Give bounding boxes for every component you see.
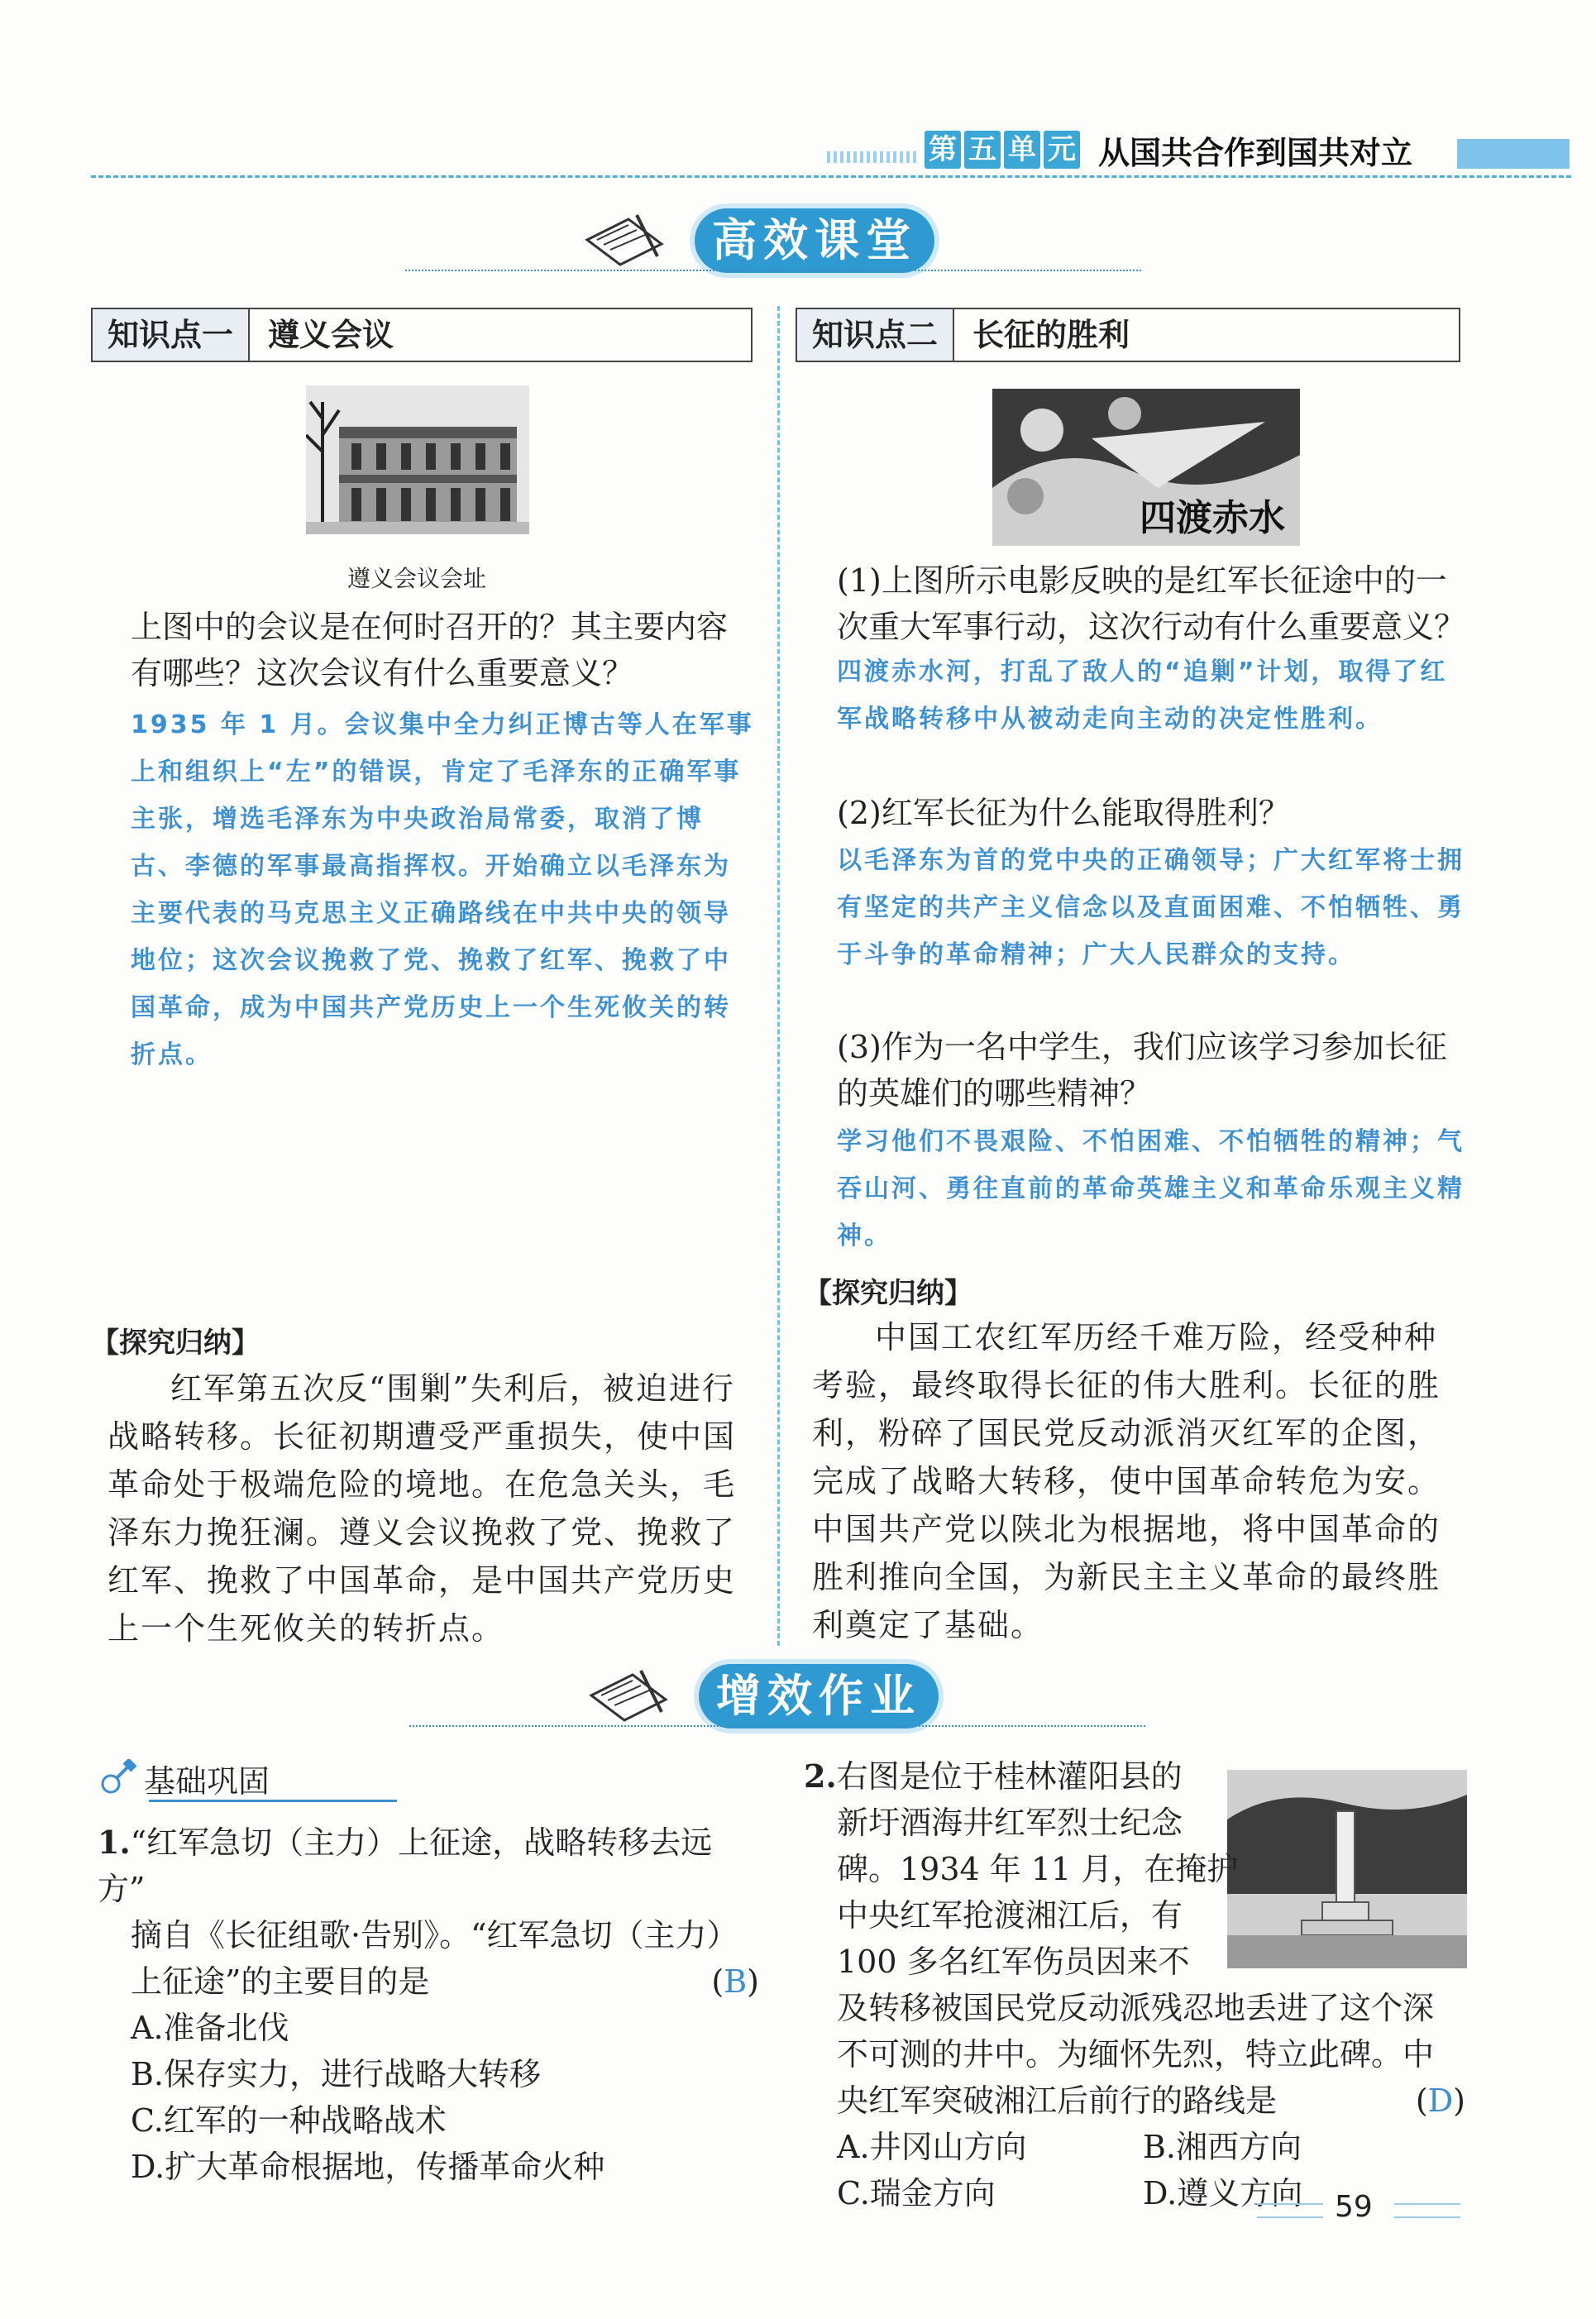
page-number-lines-right <box>1394 2203 1460 2218</box>
q1-number: 1. <box>98 1824 131 1861</box>
kp1-summary: 红军第五次反“围剿”失利后，被迫进行战略转移。长征初期遭受严重损失，使中国革命处于极端危险的境地。在危急关头，毛泽东力挽狂澜。遵义会议挽救了党、挽救了红军、挽救了中国革命，是中国共产党历史上一个生死攸关的转折点。 <box>108 1370 737 1647</box>
zunyi-meeting-photo <box>306 385 529 534</box>
unit-char: 五 <box>964 131 1001 169</box>
kp2-summary-heading: 【探究归纳】 <box>804 1277 972 1310</box>
q2-line: 100 多名红军伤员因来不 <box>837 1944 1190 1980</box>
basic-consolidation-label <box>99 1755 270 1801</box>
banner-arrow-line <box>409 1725 1145 1727</box>
q2-line: 新圩酒海井红军烈士纪念 <box>837 1805 1183 1841</box>
notebook-icon <box>579 207 670 273</box>
q1-option: C.红军的一种战略战术 <box>131 2102 447 2139</box>
q1-line <box>98 1958 759 2005</box>
kp2-answer-1: 四渡赤水河，打乱了敌人的“追剿”计划，取得了红军战略转移中从被动走向主动的决定性胜利。 <box>837 657 1448 734</box>
q1-answer-bracket: (B) <box>711 1963 759 2000</box>
kp-title: 长征的胜利 <box>972 317 1130 353</box>
q2-line: 及转移被国民党反动派残忍地丢进了这个深 <box>837 1990 1435 2026</box>
knowledge-point-2-header <box>796 308 1460 362</box>
q1-stem-line: 上征途”的主要目的是 <box>131 1963 430 2000</box>
section-title-homework: 增效作业 <box>699 1664 939 1728</box>
kp1-summary-heading: 【探究归纳】 <box>91 1327 260 1360</box>
notebook-icon <box>583 1662 674 1728</box>
q2-option: D.遵义方向 <box>1143 2175 1303 2211</box>
q1-line: 摘自《长征组歌·告别》。“红军急切（主力） <box>131 1917 738 1953</box>
kp2-question-1: (1)上图所示电影反映的是红军长征途中的一次重大军事行动，这次行动有什么重要意义？ <box>837 562 1466 645</box>
four-crossings-film-still <box>992 389 1300 546</box>
film-title-text: 四渡赤水 <box>1140 497 1285 539</box>
kp-label: 知识点一 <box>93 309 250 361</box>
q2-answer: D <box>1427 2082 1454 2119</box>
hammer-icon <box>99 1759 137 1797</box>
page-number-lines-left <box>1257 2203 1323 2218</box>
header-bar <box>1457 139 1570 169</box>
header-rule <box>91 175 1571 178</box>
knowledge-point-1-header <box>91 308 753 362</box>
kp-title: 遵义会议 <box>268 317 394 353</box>
q2-line: 不可测的井中。为缅怀先烈，特立此碑。中 <box>837 2036 1435 2073</box>
kp2-summary: 中国工农红军历经千难万险，经受种种考验，最终取得长征的伟大胜利。长征的胜利，粉碎了国民党反动派消灭红军的企图，完成了战略大转移，使中国革命转危为安。中国共产党以陕北为根据地，将中国革命的胜利推向全国，为新民主主义革命的最终胜利奠定了基础。 <box>812 1319 1441 1643</box>
section-title-efficient-class: 高效课堂 <box>695 208 934 273</box>
q2-line <box>804 2078 1465 2124</box>
q1-answer: B <box>724 1963 748 2000</box>
q2-line: 中央红军抢渡湘江后，有 <box>837 1897 1183 1934</box>
photo-caption: 遵义会议会址 <box>347 565 487 592</box>
question-2 <box>804 1753 1465 2216</box>
q2-stem-line: 央红军突破湘江后前行的路线是 <box>837 2082 1278 2119</box>
q2-stem-line: 右图是位于桂林灌阳县的 <box>836 1758 1183 1795</box>
q2-option: B.湘西方向 <box>1143 2129 1302 2165</box>
basic-label-underline <box>149 1800 397 1802</box>
unit-char: 元 <box>1044 131 1080 169</box>
kp2-question-2: (2)红军长征为什么能取得胜利？ <box>837 795 1290 831</box>
kp2-question-3: (3)作为一名中学生，我们应该学习参加长征的英雄们的哪些精神？ <box>837 1029 1447 1112</box>
q2-option: A.井冈山方向 <box>837 2129 1027 2165</box>
q1-stem-line: “红军急切（主力）上征途，战略转移去远方” <box>98 1824 713 1907</box>
page-number: 59 <box>1335 2190 1373 2224</box>
kp1-question: 上图中的会议是在何时召开的？其主要内容有哪些？这次会议有什么重要意义？ <box>131 609 729 691</box>
q2-option: C.瑞金方向 <box>837 2175 996 2211</box>
q2-answer-bracket: (D) <box>1415 2082 1465 2119</box>
q1-option: A.准备北伐 <box>131 2010 289 2046</box>
kp2-answer-3: 学习他们不畏艰险、不怕困难、不怕牺牲的精神；气吞山河、勇往直前的革命英雄主义和革命乐观主义精神。 <box>837 1127 1465 1250</box>
unit-char: 第 <box>925 131 961 169</box>
basic-label-text: 基础巩固 <box>144 1762 270 1800</box>
q2-options-row <box>804 2124 1465 2170</box>
q1-option: B.保存实力，进行战略大转移 <box>131 2056 542 2092</box>
unit-title: 从国共合作到国共对立 <box>1098 134 1413 171</box>
q1-line <box>98 1819 759 1912</box>
kp1-answer: 1935 年 1 月。会议集中全力纠正博古等人在军事上和组织上“左”的错误，肯定了毛泽东的正确军事主张，增选毛泽东为中央政治局常委，取消了博古、李德的军事最高指挥权。开始确立以毛泽东为主要代表的马克思主义正确路线在中共中央的领导地位；这次会议挽救了党、挽救了红军、挽救了中国革命，成为中国共产党历史上一个生死攸关的转折点。 <box>131 710 754 1069</box>
unit-char: 单 <box>1004 131 1040 169</box>
q2-line: 碑。1934 年 11 月，在掩护 <box>837 1851 1239 1887</box>
q1-option: D.扩大革命根据地，传播革命火种 <box>131 2149 605 2185</box>
banner-arrow-line <box>405 270 1141 271</box>
column-divider <box>777 306 780 1646</box>
q2-line <box>804 1753 1465 1800</box>
unit-header <box>925 129 1412 170</box>
kp2-answer-2: 以毛泽东为首的党中央的正确领导；广大红军将士拥有坚定的共产主义信念以及直面困难、不怕牺牲、勇于斗争的革命精神；广大人民群众的支持。 <box>837 846 1465 969</box>
header-stripes <box>827 151 918 163</box>
question-1 <box>98 1819 759 2190</box>
kp-label: 知识点二 <box>797 309 954 361</box>
q2-number: 2. <box>804 1757 837 1795</box>
